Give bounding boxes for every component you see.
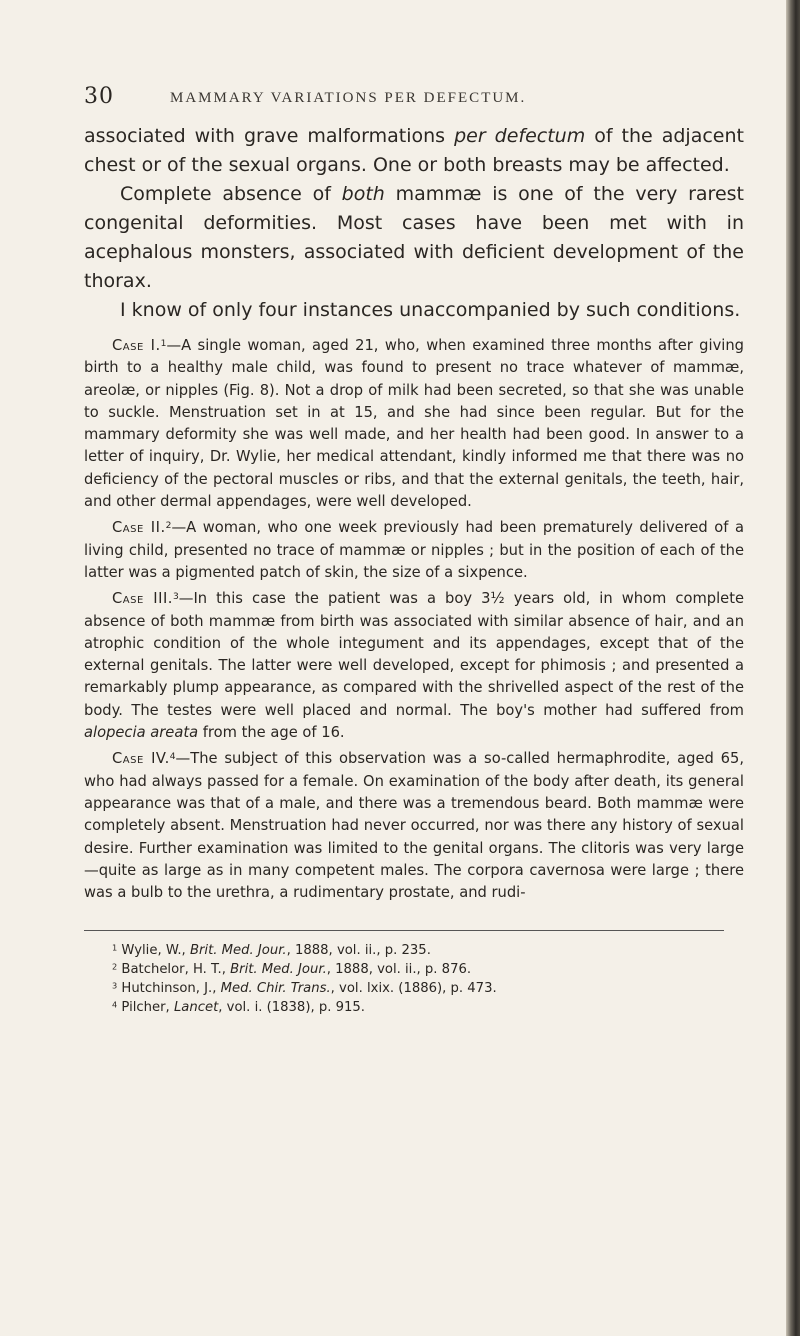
case-paragraph: Case I.$^1$—A single woman, aged 21, who, when examined three months after giving birth to a healthy male child, was found to present no trace whatever of mammæ, areolæ, or nipples (Fig. 8). Not a drop of milk had been secreted, so that she was unable to suckle. Menstruation set in at 15, and she had since been regular. But for the mammary deformity she was well made, and her health had been good. In answer to a letter of inquiry, Dr. Wylie, her medical attendant, kindly informed me that there was no deficiency of the pectoral muscles or ribs, and that the external genitals, the teeth, hair, and other dermal appendages, were well developed. [84, 337, 744, 511]
footnote-ref: 2 [165, 521, 172, 532]
page-edge-shadow [786, 0, 800, 1336]
running-title: MAMMARY VARIATIONS PER DEFECTUM. [170, 90, 527, 106]
footnote-divider [84, 930, 724, 931]
footnote-ref: 1 [160, 338, 167, 349]
case-label: Case I. [112, 337, 161, 354]
footnote-number: 3 [112, 980, 118, 991]
intro-paragraph: I know of only four instances unaccompanied by such conditions. [120, 299, 741, 321]
case-paragraph: Case II.$^2$—A woman, who one week previously had been prematurely delivered of a living child, presented no trace of mammæ or nipples ; but in the position of each of the latter was a pigmented patch of skin, the size of a sixpence. [84, 519, 744, 581]
case-list [84, 335, 744, 904]
intro-paragraph: Complete absence of both mammæ is one of the very rarest congenital deformities. Most cases have been met with in acephalous monsters, associated with deficient development of the thorax. [84, 183, 744, 292]
case-label: Case III. [112, 590, 173, 608]
footnote-number: 2 [112, 961, 118, 972]
case-label: Case II. [112, 519, 166, 537]
footnote-ref: 4 [169, 752, 176, 763]
footnote-ref: 3 [172, 592, 179, 603]
italic-phrase: per defectum [454, 125, 586, 147]
intro-paragraph: associated with grave malformations per defectum of the adjacent chest or of the sexual organs. One or both breasts may be affected. [84, 125, 744, 176]
footnote-number: 4 [112, 999, 118, 1010]
footnote-number: 1 [112, 942, 118, 953]
footnote: $^1$ Wylie, W., Brit. Med. Jour., 1888, vol. ii., p. 235. [112, 942, 431, 959]
page-header [84, 84, 744, 114]
intro-text [84, 122, 744, 325]
footnote: $^2$ Batchelor, H. T., Brit. Med. Jour., 1888, vol. ii., p. 876. [112, 961, 472, 978]
case-paragraph: Case IV.$^4$—The subject of this observation was a so-called hermaphrodite, aged 65, who had always passed for a female. On examination of the body after death, its general appearance was that of a male, and there was a tremendous beard. Both mammæ were completely absent. Menstruation had never occurred, nor was there any history of sexual desire. Further examination was limited to the genital organs. The clitoris was very large—quite as large as in many competent males. The corpora cavernosa were large ; there was a bulb to the urethra, a rudimentary prostate, and rudi- [84, 750, 744, 902]
page-number: 30 [84, 84, 114, 109]
italic-phrase: alopecia areata [84, 724, 199, 742]
book-page [84, 84, 744, 1017]
italic-phrase: both [341, 183, 385, 205]
case-paragraph: Case III.$^3$—In this case the patient was a boy 3½ years old, in whom complete absence of both mammæ from birth was associated with similar absence of hair, and an atrophic condition of the whole integument and its appendages, except that of the external genitals. The latter were well developed, except for phimosis ; and presented a remarkably plump appearance, as compared with the shrivelled aspect of the rest of the body. The testes were well placed and normal. The boy's mother had suffered from alopecia areata from the age of 16. [84, 590, 744, 742]
footnotes [84, 941, 744, 1017]
footnote: $^4$ Pilcher, Lancet, vol. i. (1838), p. 915. [112, 999, 365, 1016]
case-label: Case IV. [112, 750, 170, 768]
footnote: $^3$ Hutchinson, J., Med. Chir. Trans., vol. lxix. (1886), p. 473. [112, 980, 497, 997]
